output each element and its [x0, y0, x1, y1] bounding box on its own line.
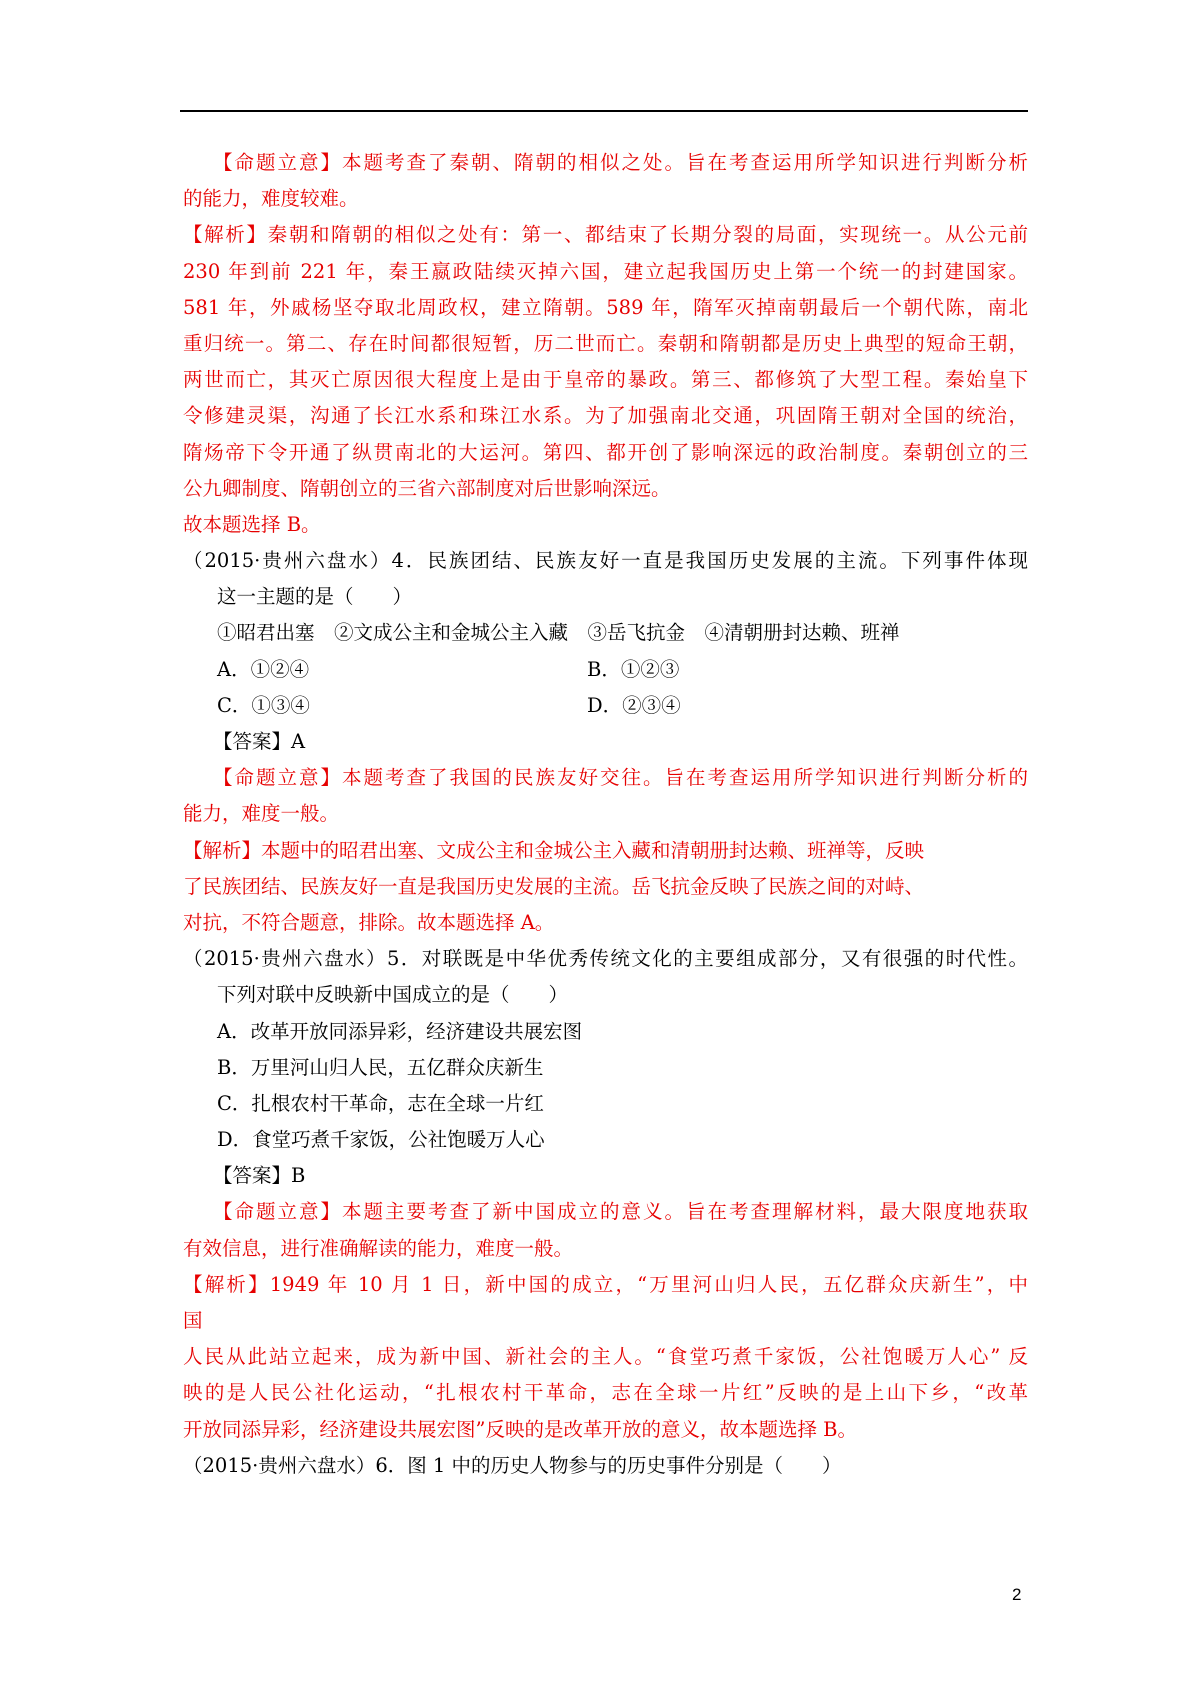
- q3-intent-line2: 的能力，难度较难。: [183, 187, 359, 211]
- q5-stem-line1: （2015·贵州六盘水）5．对联既是中华优秀传统文化的主要组成部分，又有很强的时代性。: [183, 947, 1028, 971]
- q3-intent-line1: 【命题立意】本题考查了秦朝、隋朝的相似之处。旨在考查运用所学知识进行判断分析: [213, 151, 1028, 174]
- q4-intent-line2: 能力，难度一般。: [183, 802, 340, 826]
- q5-intent-line2: 有效信息，进行准确解读的能力，难度一般。: [183, 1236, 574, 1260]
- q5-analysis-line: 国: [183, 1309, 203, 1332]
- q5-option-c: C．扎根农村干革命，志在全球一片红: [217, 1091, 544, 1115]
- q5-analysis-line: 人民从此站立起来，成为新中国、新社会的主人。“食堂巧煮千家饭，公社饱暖万人心” 反: [183, 1345, 1028, 1369]
- q3-analysis-line: 581 年，外戚杨坚夺取北周政权，建立隋朝。589 年，隋军灭掉南朝最后一个朝代陈，南北: [183, 295, 1028, 319]
- q4-answer: 【答案】A: [213, 730, 306, 753]
- header-rule: [180, 110, 1028, 112]
- q4-options-row1: [183, 652, 1028, 688]
- q3-analysis-line: 隋炀帝下令开通了纵贯南北的大运河。第四、都开创了影响深远的政治制度。秦朝创立的三: [183, 440, 1028, 464]
- q3-conclusion: 故本题选择 B。: [183, 512, 321, 536]
- q5-analysis-line: 开放同添异彩，经济建设共展宏图”反映的是改革开放的意义，故本题选择 B。: [183, 1417, 857, 1441]
- q4-option-c: C．①③④: [217, 693, 310, 717]
- q4-stem-line1: （2015·贵州六盘水）4．民族团结、民族友好一直是我国历史发展的主流。下列事件体现: [183, 549, 1028, 573]
- q4-analysis-line: 【解析】本题中的昭君出塞、文成公主和金城公主入藏和清朝册封达赖、班禅等，反映: [183, 838, 925, 862]
- q3-analysis-line: 两世而亡，其灭亡原因很大程度上是由于皇帝的暴政。第三、都修筑了大型工程。秦始皇下: [183, 368, 1028, 392]
- q5-option-a: A．改革开放同添异彩，经济建设共展宏图: [217, 1019, 583, 1043]
- q3-analysis-line: 公九卿制度、隋朝创立的三省六部制度对后世影响深远。: [183, 476, 671, 500]
- q4-option-a: A．①②④: [217, 657, 310, 681]
- q3-analysis-line: 230 年到前 221 年，秦王嬴政陆续灭掉六国，建立起我国历史上第一个统一的封建国家。: [183, 259, 1028, 283]
- q4-options-row2: [183, 688, 1028, 724]
- q4-analysis-line: 对抗，不符合题意，排除。故本题选择 A。: [183, 910, 555, 934]
- q5-stem-line2: 下列对联中反映新中国成立的是（ ）: [217, 983, 569, 1007]
- q6-stem-line1: （2015·贵州六盘水）6．图 1 中的历史人物参与的历史事件分别是（ ）: [183, 1453, 842, 1477]
- q5-analysis-line: 映的是人民公社化运动，“扎根农村干革命，志在全球一片红”反映的是上山下乡，“改革: [183, 1381, 1028, 1405]
- q3-analysis-line: 令修建灵渠，沟通了长江水系和珠江水系。为了加强南北交通，巩固隋王朝对全国的统治，: [183, 404, 1028, 428]
- q4-option-b: B．①②③: [587, 657, 680, 681]
- q5-option-b: B．万里河山归人民，五亿群众庆新生: [217, 1055, 544, 1079]
- q3-analysis-line: 【解析】秦朝和隋朝的相似之处有：第一、都结束了长期分裂的局面，实现统一。从公元前: [183, 223, 1028, 247]
- q4-items: ①昭君出塞 ②文成公主和金城公主入藏 ③岳飞抗金 ④清朝册封达赖、班禅: [217, 621, 900, 645]
- q4-intent-line1: 【命题立意】本题考查了我国的民族友好交往。旨在考查运用所学知识进行判断分析的: [213, 766, 1028, 790]
- q3-analysis-line: 重归统一。第二、存在时间都很短暂，历二世而亡。秦朝和隋朝都是历史上典型的短命王朝，: [183, 331, 1028, 355]
- q5-intent-line1: 【命题立意】本题主要考查了新中国成立的意义。旨在考查理解材料，最大限度地获取: [213, 1200, 1028, 1224]
- q4-analysis-line: 了民族团结、民族友好一直是我国历史发展的主流。岳飞抗金反映了民族之间的对峙、: [183, 874, 925, 898]
- q4-stem-line2: 这一主题的是（ ）: [217, 585, 413, 609]
- page-number: 2: [1012, 1585, 1022, 1604]
- document-body: [183, 145, 1028, 1484]
- q5-answer: 【答案】B: [213, 1164, 306, 1188]
- q5-analysis-line: 【解析】1949 年 10 月 1 日，新中国的成立，“万里河山归人民，五亿群众庆新生”，中: [183, 1272, 1028, 1296]
- q4-option-d: D．②③④: [587, 693, 681, 717]
- q5-option-d: D．食堂巧煮千家饭，公社饱暖万人心: [217, 1128, 545, 1152]
